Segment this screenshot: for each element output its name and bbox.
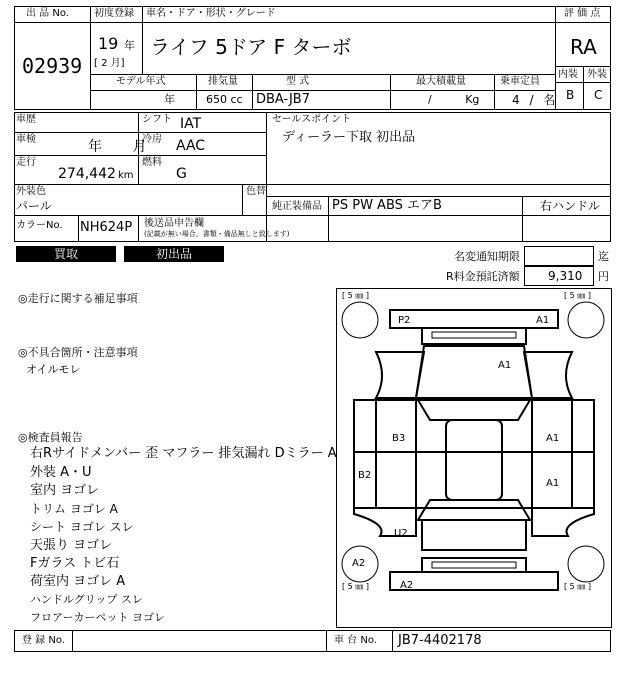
lot-number: 02939 (22, 54, 83, 78)
post-equip-label: 後送品申告欄 (144, 218, 204, 229)
first-listing-badge: 初出品 (124, 246, 224, 262)
mark-front-bumper-right: A1 (536, 315, 550, 326)
report-line: フロアーカーペット ヨゴレ (30, 611, 165, 624)
interior-grade: B (566, 88, 575, 102)
type-label: 型 式 (286, 76, 310, 87)
name-change-suffix: 迄 (598, 250, 609, 263)
report-line: ハンドルグリップ スレ (30, 593, 143, 606)
interior-label: 内装 (558, 69, 578, 80)
windshield (418, 400, 530, 420)
equipment: PS PW ABS エアB (332, 198, 442, 213)
report-line: 外装 A・U (30, 465, 92, 480)
shift-label: シフト (142, 114, 172, 125)
divider (252, 74, 253, 110)
report-line: シート ヨゴレ スレ (30, 520, 134, 534)
equipment-label: 純正装備品 (272, 201, 322, 212)
divider (142, 6, 143, 74)
rear-window (418, 500, 530, 520)
front-right-fender (524, 352, 572, 398)
tire-front-left (342, 302, 378, 338)
color-change-label: 色替 (246, 186, 266, 197)
color-no: NH624P (80, 220, 133, 235)
front-grille (422, 328, 526, 344)
mark-left-front-door: B3 (392, 433, 406, 444)
inspector-title: ◎検査員報告 (18, 431, 83, 444)
exterior-label: 外装 (587, 69, 607, 80)
mark-right-front-door: A1 (546, 433, 560, 444)
front-bumper (390, 310, 558, 328)
ac: AAC (176, 138, 206, 154)
divider (555, 22, 611, 23)
divider (196, 74, 197, 110)
divider (14, 22, 90, 23)
fuel: G (176, 166, 187, 182)
report-line: 室内 ヨゴレ (30, 483, 100, 498)
reg-no-label: 登 録 No. (22, 635, 65, 646)
divider (242, 184, 243, 215)
capacity: 4 / 名 (512, 93, 556, 107)
mileage: 274,442 (58, 166, 116, 182)
divider (72, 630, 73, 652)
inspection: 年 月 (88, 139, 147, 155)
model-year-label: モデル年式 (116, 76, 166, 87)
recycle-value: 9,310 (548, 269, 583, 283)
mark-hood: A1 (498, 360, 512, 371)
handle: 右ハンドル (540, 199, 601, 213)
mileage-unit: km (118, 170, 134, 181)
divider (90, 90, 555, 91)
divider (266, 112, 267, 242)
mark-left-side: B2 (358, 470, 372, 481)
post-equip-note: (記載が無い場合、書類・備品無しと致します) (144, 230, 290, 238)
tire-depth-front-right: [ 5 ㎜ ] (564, 291, 591, 300)
tire-rear-right (568, 546, 604, 582)
divider (328, 215, 329, 242)
capacity-label: 乗車定員 (500, 76, 540, 87)
fuel-label: 燃料 (142, 157, 162, 168)
driving-notes-title: ◎走行に関する補足事項 (18, 292, 138, 305)
divider (78, 215, 79, 242)
divider (328, 196, 329, 215)
max-load-label: 最大積載量 (416, 76, 466, 87)
first-reg-month: [ 2 月] (94, 58, 125, 69)
mark-rear-left: U2 (394, 528, 408, 539)
model-type: DBA-JB7 (256, 92, 310, 107)
divider (390, 74, 391, 110)
ac-label: 冷房 (142, 134, 162, 145)
report-line: 右Rサイドメンバー 歪 マフラー 排気漏れ Dミラー A (30, 446, 337, 461)
body-frame (354, 400, 594, 508)
overall-grade: RA (570, 35, 597, 59)
divider (583, 66, 584, 110)
color-no-label: カラーNo. (16, 220, 63, 231)
tailgate (422, 520, 526, 550)
first-reg-year: 19 (98, 34, 119, 53)
divider (392, 630, 393, 652)
name-change-label: 名変通知期限 (454, 250, 520, 263)
mark-right-rear-door: A1 (546, 478, 560, 489)
footer-frame (14, 630, 611, 652)
max-load: / Kg (428, 93, 480, 106)
first-reg-year-unit: 年 (124, 39, 135, 52)
car-name: ライフ 5ドア F ターボ (150, 35, 352, 59)
displacement-label: 排気量 (208, 76, 238, 87)
shift: IAT (180, 116, 202, 132)
chassis-label: 車 台 No. (334, 635, 377, 646)
sales-point-label: セールスポイント (272, 114, 352, 125)
divider (138, 215, 139, 242)
mark-rear-tire: A2 (352, 558, 366, 569)
roof (446, 420, 502, 500)
chassis-number: JB7-4402178 (398, 633, 482, 648)
exterior-color-label: 外装色 (16, 186, 46, 197)
car-damage-diagram (336, 288, 612, 628)
divider (522, 196, 523, 242)
exterior-grade: C (594, 88, 603, 102)
exterior-color: パール (16, 199, 52, 213)
recycle-label: R料金預託済額 (446, 270, 520, 283)
tire-depth-rear-left: [ 5 ㎜ ] (342, 582, 369, 591)
inspection-label: 車検 (16, 134, 36, 145)
divider (14, 155, 266, 156)
divider (90, 22, 555, 23)
report-line: トリム ヨゴレ A (30, 502, 118, 516)
divider (90, 74, 555, 75)
divider (266, 196, 611, 197)
hood (416, 346, 532, 398)
divider (326, 630, 327, 652)
grade-label: 評 価 点 (564, 8, 601, 19)
tire-depth-front-left: [ 5 ㎜ ] (342, 291, 369, 300)
rear-bumper (390, 572, 558, 590)
displacement: 650 cc (206, 93, 243, 106)
report-line: 天張り ヨゴレ (30, 538, 113, 553)
name-change-box (524, 246, 594, 266)
divider (555, 82, 611, 83)
mark-rear-bumper: A2 (400, 580, 414, 591)
history-label: 車歴 (16, 114, 36, 125)
defect-title: ◎不具合箇所・注意事項 (18, 346, 138, 359)
report-line: Fガラス トビ石 (30, 556, 120, 571)
divider (14, 184, 611, 185)
tire-depth-rear-right: [ 5 ㎜ ] (564, 582, 591, 591)
front-left-fender (376, 352, 424, 398)
first-reg-label: 初度登録 (94, 8, 134, 19)
mark-front-bumper-left: P2 (398, 315, 411, 326)
defect-line: オイルモレ (26, 363, 81, 376)
buy-badge: 買取 (16, 246, 116, 262)
recycle-unit: 円 (598, 270, 609, 283)
tire-front-right (568, 302, 604, 338)
rear-right-quarter (532, 508, 594, 536)
carname-label: 車名・ドア・形状・グレード (146, 8, 276, 19)
report-line: 荷室内 ヨゴレ A (30, 574, 126, 589)
model-year-unit: 年 (164, 93, 175, 106)
divider (14, 132, 266, 133)
mileage-label: 走行 (16, 157, 36, 168)
divider (494, 74, 495, 110)
lot-label: 出 品 No. (26, 8, 69, 19)
sales-point: ディーラー下取 初出品 (282, 130, 416, 145)
